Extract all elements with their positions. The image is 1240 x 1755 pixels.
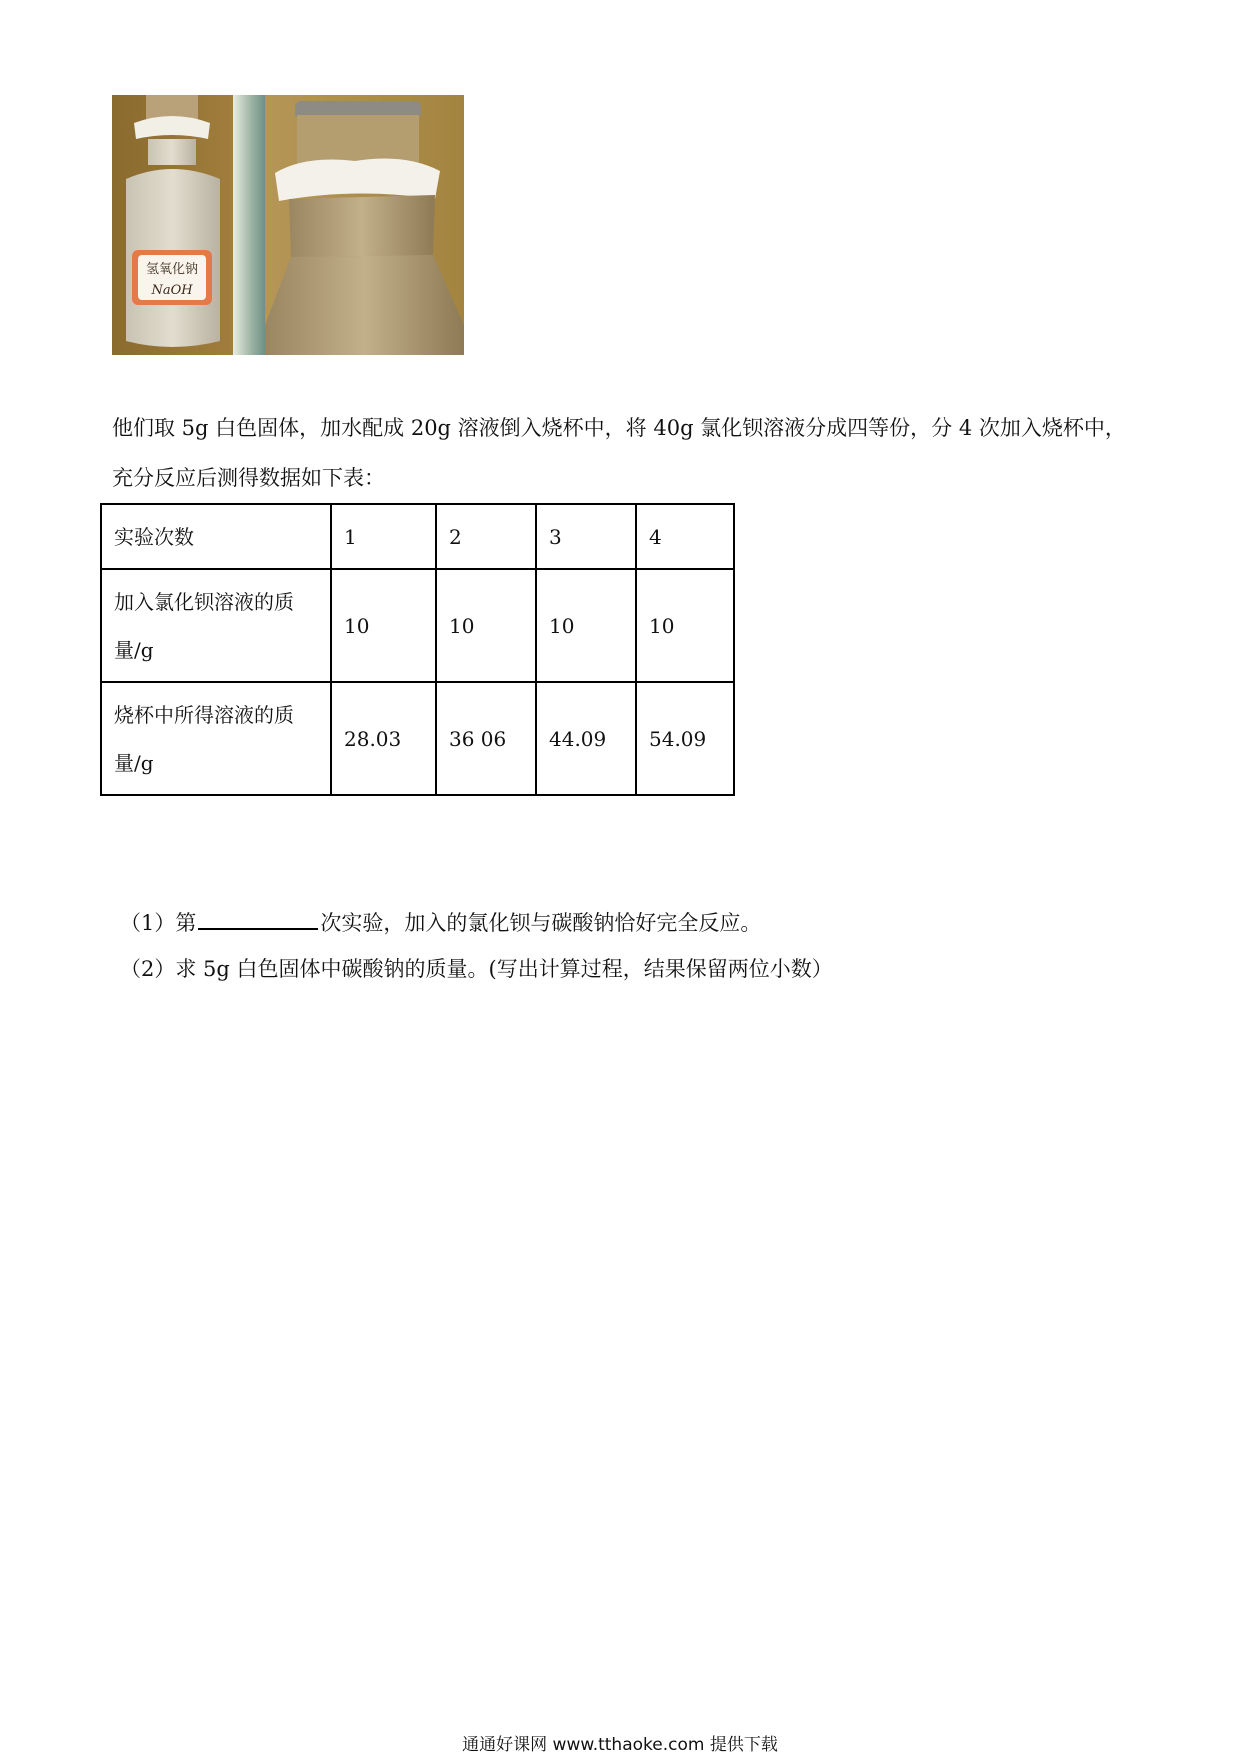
question-1-prefix: （1）第: [120, 911, 197, 935]
table-header-label: 实验次数: [101, 504, 331, 569]
row-label-solution-mass: [101, 682, 331, 795]
question-1-suffix: 次实验，加入的氯化钡与碳酸钠恰好完全反应。: [320, 911, 762, 935]
experiment-data-table: [100, 503, 735, 796]
table-cell: 10: [536, 569, 636, 682]
row-label-line: 烧杯中所得溶液的质: [114, 702, 294, 727]
intro-line-1: 他们取 5g 白色固体，加水配成 20g 溶液倒入烧杯中，将 40g 氯化钡溶液分成四等份，分 4 次加入烧杯中，: [112, 416, 1126, 440]
bottle-photo-left: [112, 95, 233, 355]
row-label-line: 量/g: [114, 750, 154, 775]
table-cell: 10: [331, 569, 436, 682]
table-row: [101, 569, 734, 682]
row-label-line: 加入氯化钡溶液的质: [114, 589, 294, 614]
answer-blank[interactable]: [198, 906, 318, 930]
table-cell: 28.03: [331, 682, 436, 795]
trial-number: 4: [636, 504, 734, 569]
row-label-bacl2-mass: [101, 569, 331, 682]
page-footer: 通通好课网 www.tthaoke.com 提供下载: [462, 1735, 778, 1755]
bottle-photo-right: [265, 95, 464, 355]
table-cell: 10: [436, 569, 536, 682]
trial-number: 2: [436, 504, 536, 569]
table-cell: 44.09: [536, 682, 636, 795]
trial-number: 1: [331, 504, 436, 569]
bottle-label-text: 氢氧化钠: [145, 262, 199, 277]
table-cell: 36 06: [436, 682, 536, 795]
table-row: [101, 682, 734, 795]
photo-background-strip: [233, 95, 265, 355]
table-cell: 10: [636, 569, 734, 682]
intro-line-2: 充分反应后测得数据如下表：: [112, 466, 385, 490]
table-row: [101, 504, 734, 569]
table-cell: 54.09: [636, 682, 734, 795]
trial-number: 3: [536, 504, 636, 569]
question-2: （2）求 5g 白色固体中碳酸钠的质量。(写出计算过程，结果保留两位小数）: [120, 957, 833, 981]
reagent-bottle-photos: [112, 95, 464, 355]
bottle-label-formula: NaOH: [151, 283, 193, 298]
row-label-line: 量/g: [114, 637, 154, 662]
question-1: [120, 906, 761, 938]
